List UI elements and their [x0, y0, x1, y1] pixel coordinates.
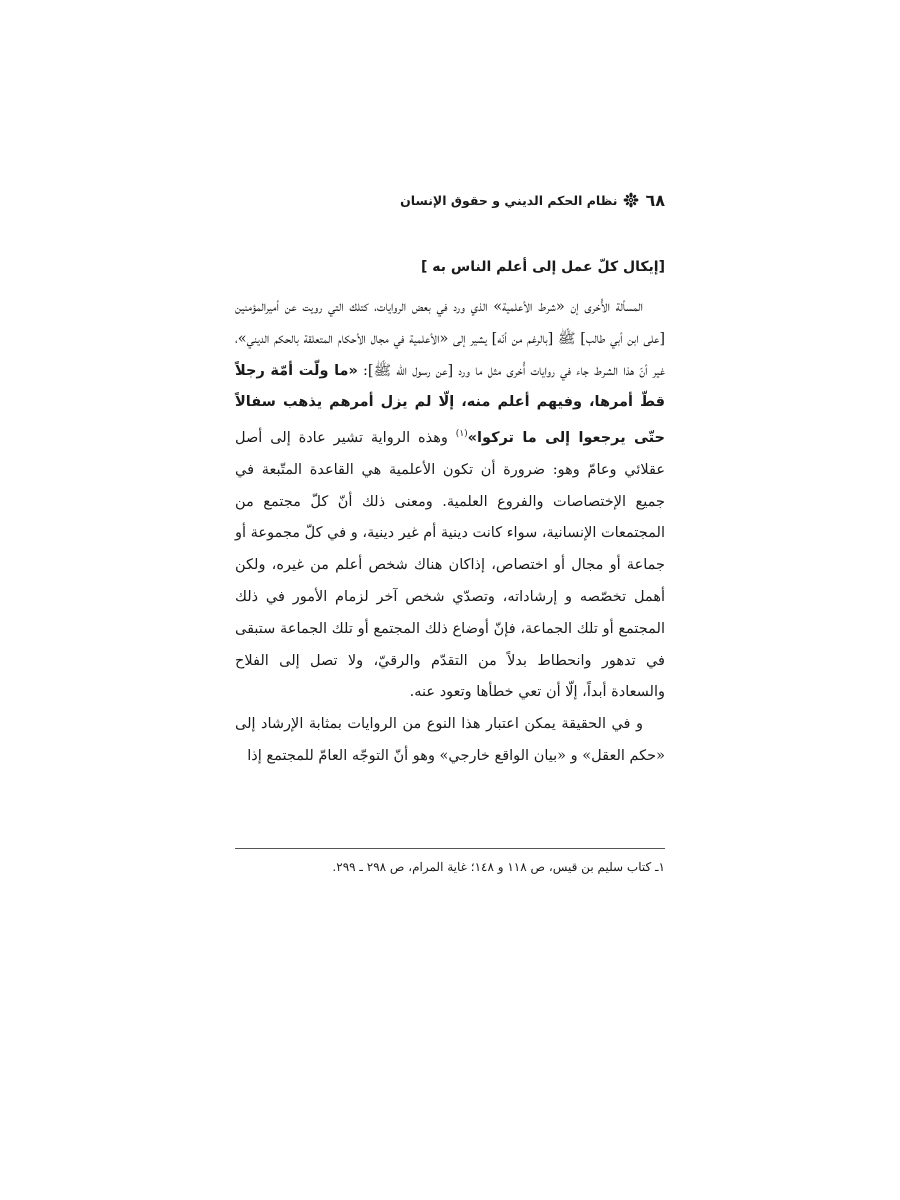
page-number: ٦٨ — [645, 190, 665, 210]
section-heading: [إيكال كلّ عمل إلى أعلم الناس به ] — [421, 259, 665, 275]
flower-ornament-icon — [623, 192, 639, 208]
page-header — [235, 188, 665, 212]
book-page — [235, 0, 665, 1200]
paragraph-2: و في الحقيقة يمكن اعتبار هذا النوع من الروايات بمثابة الإرشاد إلى «حكم العقل» و «بيان الواقع خارجي» وهو أنّ التوجّه العامّ للمجتمع إذا — [235, 716, 665, 764]
body-text — [235, 292, 665, 773]
footnote: ١ـ كتاب سليم بن قيس، ص ١١٨ و ١٤٨؛ غاية المرام، ص ٢٩٨ ـ ٢٩٩. — [332, 860, 665, 874]
footnote-divider — [235, 848, 665, 849]
running-title: نظام الحكم الديني و حقوق الإنسان — [400, 192, 618, 208]
hadith-quote: «ما ولّت أمّة رجلاً قطّ أمرها، وفيهم أعلم منه، إلّا لم يزل أمرهم يذهب سفالاً حتّى يرجعوا إلى ما تركوا» — [235, 362, 666, 447]
paragraph-1-intro: المسألة الأُخرى إن «شرط الأعلمية» الذي ورد في بعض الروايات، كتلك التي رويت عن أميرالمؤمنين [على ابن أبي طالب] ﷺ [بالرغم من أنّه] يشير إلى «الأعلمية في مجال الأحكام المتعلقة بالحكم الديني»، غير أنّ هذا الشرط جاء في روايات أُخرى مثل ما ورد [عن رسول اللّه ﷺ]: — [235, 299, 665, 379]
paragraph-1-continuation: وهذه الرواية تشير عادة إلى أصل عقلائي وعامّ وهو: ضرورة أن تكون الأعلمية هي القاعدة المتّبعة في جميع الإختصاصات والفروع العلمية. ومعنى ذلك أنّ كلّ مجتمع من المجتمعات الإنسانية، سواء كانت دينية أم غير دينية، و في كلّ مجموعة أو جماعة أو مجال أو اختصاص، إذاكان هناك شخص أعلم من غيره، ولكن أهمل تخصّصه و إرشاداته، وتصدّي شخص آخر لزمام الأمور في ذلك المجتمع أو تلك الجماعة، فإنّ أوضاع ذلك المجتمع أو تلك الجماعة ستبقى في تدهور وانحطاط بدلاً من التقدّم والرقيّ، ولا تصل إلى الفلاح والسعادة أبداً، إلّا أن تعي خطأها وتعود عنه. — [235, 430, 665, 701]
paragraph-1 — [235, 292, 665, 709]
footnote-reference[interactable]: (١) — [455, 429, 468, 440]
